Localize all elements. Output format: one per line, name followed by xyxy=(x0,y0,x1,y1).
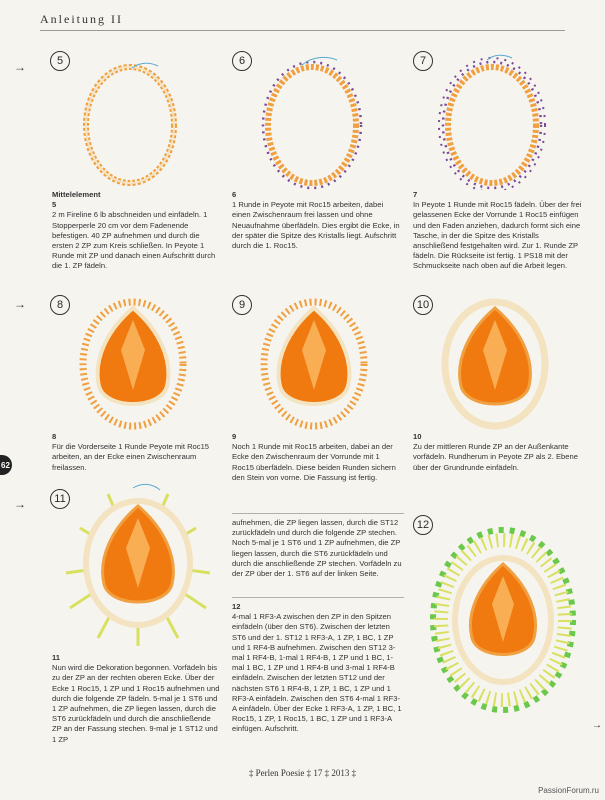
step-12-body: 4-mal 1 RF3-A zwischen den ZP in den Spitzen einfädeln (über den ST6). Zwischen der letzten ST6 und der 1. ST12 1 RF3-A, 1 ZP, 1 BC, 1 ZP und 1 RF4-B aufnehmen. Zwischen den ST12 3-mal 1 RF4-B, 1-mal 1 RF4-B, 1 ZP und 1 BC, 1-mal 1 BC, 1 ZP und 1 RF4-B und 3-mal 1 RF4-B einfädeln. Zwischen der letzten ST12 und der nächsten ST6 1 RF4-B, 1 ZP, 1 BC, 1 ZP und 1 RF3-A einfädeln. Zwischen den ST6 4-mal 1 RF3-A einfädeln. Über der Ecke 1 RF3-A, 1 ZP, 1 BC, 1 Roc15, 1 ZP, 1 Roc15, 1 BC, 1 ZP und 1 RF3-A einfügen. Aufschritt. xyxy=(232,612,402,734)
step-12-number: 12 xyxy=(413,515,433,535)
step-10-label: 10 xyxy=(413,432,422,441)
section-heading: Mittelelement xyxy=(52,190,101,199)
step-11-body: Nun wird die Dekoration begonnen. Vorfädeln bis zu der ZP an der rechten oberen Ecke. Über der Ecke 1 Roc15, 1 ZP und 1 Roc15 aufnehmen und durch die folgende ZP fädeln. 5-mal je 1 ST6 und 1 ZP aufnehmen, die ZP liegen lassen, durch die ST6 zurückfädeln und durch die anschließende ZP an der Fassung stechen. 9-mal je 1 ST12 und 1 ZP xyxy=(52,663,220,744)
step-12-label: 12 xyxy=(232,602,241,611)
step-8-number: 8 xyxy=(50,295,70,315)
step-7-text xyxy=(413,190,583,272)
step-8-label: 8 xyxy=(52,432,57,441)
watermark: PassionForum.ru xyxy=(538,786,599,795)
step-11-label: 11 xyxy=(52,653,61,662)
nav-arrow-3: → xyxy=(14,497,26,511)
step-11-continued-text: aufnehmen, die ZP liegen lassen, durch die ST12 zurückfädeln und durch die folgende ZP stechen. Noch 5-mal je 1 ST6 und 1 ZP aufnehmen, die ZP liegen lassen, durch die ST6 zurückfädeln und durch die anschließende ZP stechen. Vorfädeln zu der ZP über der 1. ST6 auf der linken Seite. xyxy=(232,518,402,579)
step-6-number: 6 xyxy=(232,51,252,71)
step-6-label: 6 xyxy=(232,190,237,199)
step-9-body: Noch 1 Runde mit Roc15 arbeiten, dabei an der Ecke den Zwischenraum der Vorrunde mit 1 Roc15 überfädeln. Diese beiden Runden sichern den Stein von vorne. Die Fassung ist fertig. xyxy=(232,442,396,482)
step-11-text xyxy=(52,653,222,745)
middle-divider-top xyxy=(232,513,404,514)
step-7-number: 7 xyxy=(413,51,433,71)
step-6-bead-ring xyxy=(252,50,372,190)
step-8-crystal-setting xyxy=(75,290,190,430)
step-10-text xyxy=(413,432,583,473)
step-5-number: 5 xyxy=(50,51,70,71)
step-7-body: In Peyote 1 Runde mit Roc15 fädeln. Über der frei gelassenen Ecke der Vorrunde 1 Roc15 einfügen und den Faden anziehen, dadurch formt sich eine Tasche, in der die Spitze des Kristalls anschließend festgehalten wird. Zur 1. Runde ZP fädeln. Die Rückseite ist fertig. 1 PS18 mit der Schmuckseite nach oben auf die Arbeit legen. xyxy=(413,200,582,271)
step-11-decoration xyxy=(58,478,218,648)
step-8-text xyxy=(52,432,222,473)
step-10-crystal-setting xyxy=(437,290,552,430)
page-header: Anleitung II xyxy=(40,12,123,26)
step-12-finished-pendant xyxy=(428,520,578,720)
step-9-crystal-setting xyxy=(256,290,371,430)
step-9-text xyxy=(232,432,402,483)
step-9-label: 9 xyxy=(232,432,237,441)
step-11-number: 11 xyxy=(50,489,70,509)
step-9-number: 9 xyxy=(232,295,252,315)
middle-divider-bottom xyxy=(232,597,404,598)
side-arrow: → xyxy=(592,720,602,731)
step-7-label: 7 xyxy=(413,190,418,199)
step-5-label: 5 xyxy=(52,200,57,210)
step-8-body: Für die Vorderseite 1 Runde Peyote mit Roc15 arbeiten, an der Ecke einen Zwischenraum freilassen. xyxy=(52,442,210,472)
step-5-body: 2 m Fireline 6 lb abschneiden und einfädeln. 1 Stopperperle 20 cm vor dem Fadenende befestigen. 40 ZP aufnehmen und durch die ersten 2 ZP zum Kreis schließen. In Peyote 1 Runde mit ZP und danach einen Aufschritt durch die 1. ZP fädeln. xyxy=(52,210,216,271)
page-number-tab: 62 xyxy=(0,455,12,475)
nav-arrow-2: → xyxy=(14,297,26,311)
header-rule xyxy=(40,30,565,31)
step-6-body: 1 Runde in Peyote mit Roc15 arbeiten, dabei einen Zwischenraum frei lassen und ohne Neuaufnahme überfädeln. Dies ergibt die Ecke, in der später die Spitze des Kristalls liegt. Aufschritt durch die 1. Roc15. xyxy=(232,200,400,251)
nav-arrow-1: → xyxy=(14,60,26,74)
step-6-text xyxy=(232,190,402,251)
step-10-number: 10 xyxy=(413,295,433,315)
page-footer: ‡ Perlen Poesie ‡ 17 ‡ 2013 ‡ xyxy=(248,768,357,778)
step-12-text xyxy=(232,602,404,735)
step-5-bead-ring xyxy=(70,50,190,190)
step-5-text xyxy=(52,190,222,272)
step-7-bead-ring xyxy=(432,50,552,190)
step-10-body: Zu der mittleren Runde ZP an der Außenkante vorfädeln. Rundherum in Peyote ZP als 2. Ebene über der Grundrunde einfädeln. xyxy=(413,442,578,472)
